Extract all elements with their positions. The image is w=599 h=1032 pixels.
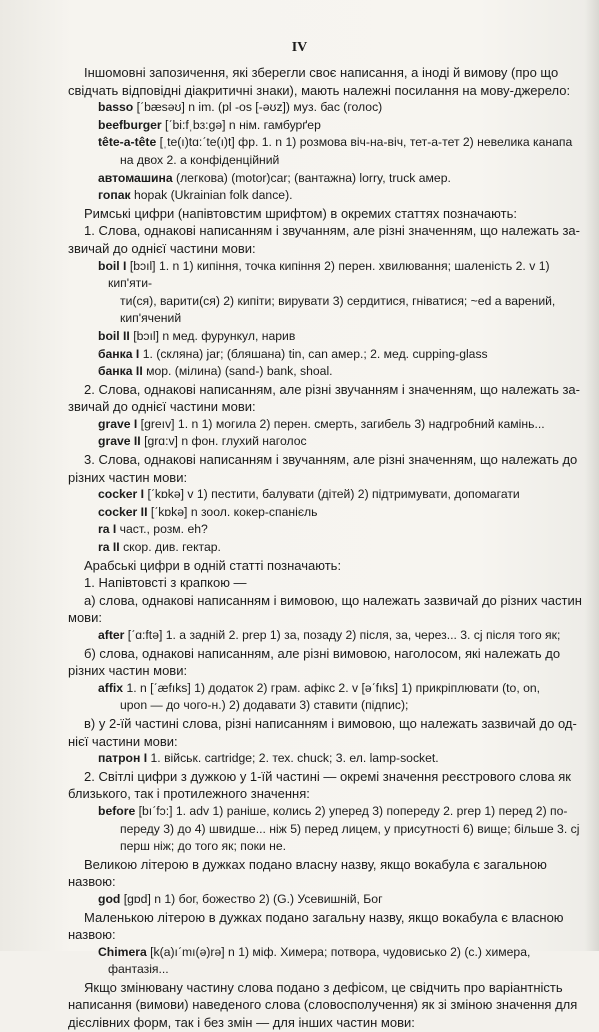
entry-headword: after xyxy=(98,628,125,642)
entry-headword: basso xyxy=(98,100,134,115)
entry-definition: [ˊbi:fˌbɜ:gə] n нім. гамбурґер xyxy=(161,117,321,132)
entry-headword: grave I xyxy=(98,416,138,431)
entry-headword: cocker II xyxy=(98,504,148,519)
dictionary-entry xyxy=(68,486,592,504)
dictionary-entry xyxy=(68,750,592,768)
entry-definition: upon — до чого-н.) 2) додавати 3) ставити (підпис); xyxy=(120,698,409,713)
entry-definition: ти(ся), варити(ся) 2) кипіти; вирувати 3) сердитися, гніватися; ~ed a варений, xyxy=(120,293,556,308)
dictionary-entry xyxy=(68,258,592,293)
entry-definition: [k(a)ıˊmı(ə)rə] n 1) міф. Химера; потвора, чудовисько 2) (c.) химера, фантазія... xyxy=(108,944,531,977)
entry-headword: гопак xyxy=(98,188,131,203)
entry-definition: [ˌte(ı)tɑ:ˊte(ı)t] фр. 1. n 1) розмова віч-на-віч, тет-а-тет 2) невелика канапа xyxy=(156,135,573,150)
dictionary-entry xyxy=(68,521,592,539)
dictionary-entry xyxy=(68,416,592,434)
page-edge-shadow xyxy=(585,0,599,951)
entry-definition: [bıˊfɔ:] 1. adv 1) раніше, колись 2) уперед 3) попереду 2. prep 1) перед 2) по- xyxy=(135,803,568,818)
dictionary-entry xyxy=(68,134,592,152)
text-line: а) слова, однакові написанням і вимовою, що належать зазвичай до різних частин мови: xyxy=(68,592,582,626)
text-line: Римські цифри (напівтовстим шрифтом) в окремих статтях позначають: xyxy=(84,205,517,221)
text-line: Великою літерою в дужках подано власну назву, якщо вокабула є загальною назвою: xyxy=(68,856,547,890)
entry-headword: god xyxy=(98,891,121,906)
entry-definition: [greıv] 1. n 1) могила 2) перен. смерть, загибель 3) надгробний камінь... xyxy=(137,416,545,431)
text-line: Іншомовні запозичення, які зберегли своє написання, а іноді й вимову (про що xyxy=(84,65,559,80)
text-line: в) у 2-їй частині слова, різні написанням і вимовою, що належать зазвичай до од- xyxy=(84,715,577,731)
entry-headword: патрон I xyxy=(98,751,148,766)
entry-definition: [ˊkɒkə] v 1) пестити, балувати (дітей) 2) підтримувати, допомагати xyxy=(144,487,520,502)
dictionary-entry xyxy=(68,680,592,698)
entry-headword: before xyxy=(98,803,136,818)
entry-headword: банка I xyxy=(98,346,140,361)
entry-headword: boil I xyxy=(98,258,127,273)
entry-definition: [gɒd] n 1) бог, божество 2) (G.) Усевишній, Бог xyxy=(120,891,383,906)
dictionary-entry xyxy=(68,821,592,839)
entry-definition: 1. військ. cartridge; 2. тех. chuck; 3. ел. lamp-socket. xyxy=(147,751,439,766)
text-line: близького, так і протилежного значення: xyxy=(68,786,310,802)
entry-headword: автомашина xyxy=(98,170,173,185)
entry-headword: beefburger xyxy=(98,117,162,132)
text-line: 2. Слова, однакові написанням, але різні звучанням і значенням, що належать за- xyxy=(84,381,580,397)
entry-definition: част., розм. eh? xyxy=(116,522,208,537)
entry-headword: boil II xyxy=(98,328,130,343)
entry-definition: кип'ячений xyxy=(120,311,182,326)
entry-headword: grave II xyxy=(98,434,141,449)
dictionary-entry xyxy=(68,803,592,821)
entry-headword: cocker I xyxy=(98,487,145,502)
entry-definition: перш ніж; до того як; поки не. xyxy=(120,839,287,854)
text-line: різних частин мови: xyxy=(68,469,188,485)
entry-headword: ra I xyxy=(98,522,117,537)
text-line: 1. Слова, однакові написанням і звучанням, але різні значенням, що належать за- xyxy=(84,223,580,239)
dictionary-entry xyxy=(68,170,592,188)
text-line: Маленькою літерою в дужках подано загальну назву, якщо вокабула є власною xyxy=(84,909,564,925)
dictionary-entry xyxy=(68,627,592,645)
entry-definition: [bɔıl] 1. n 1) кипіння, точка кипіння 2) перен. хвилювання; шаленість 2. v 1) кип'яти- xyxy=(108,258,550,291)
dictionary-entry xyxy=(68,293,592,311)
entry-headword: банка II xyxy=(98,364,143,379)
text-line: 3. Слова, однакові написанням і звучанням, але різні значенням, що належать до xyxy=(84,452,578,468)
text-line: 2. Світлі цифри з дужкою у 1-їй частині — окремі значення реєстрового слова як xyxy=(84,768,571,784)
dictionary-entry xyxy=(68,117,592,135)
entry-headword: affix xyxy=(98,680,124,695)
dictionary-entry xyxy=(68,310,592,328)
text-line: нієї частини мови: xyxy=(68,733,178,749)
text-line: Арабські цифри в одній статті позначають: xyxy=(84,557,342,573)
entry-definition: на двох 2. a конфіденційний xyxy=(120,152,280,167)
entry-definition: мор. (мілина) (sand-) bank, shoal. xyxy=(142,364,333,379)
text-line: Якщо змінювану частину слова подано з дефісом, це свідчить про варіантність xyxy=(84,979,563,995)
text-line: звичай до однієї частини мови: xyxy=(68,240,256,256)
entry-definition: [ˊbæsəʊ] n im. (pl -os [-əʊz]) муз. бас (голос) xyxy=(133,100,383,115)
dictionary-entry xyxy=(68,838,592,856)
dictionary-entry xyxy=(68,504,592,522)
dictionary-entry xyxy=(68,433,592,451)
dictionary-entry xyxy=(68,328,592,346)
entry-headword: Chimera xyxy=(98,944,147,959)
entry-definition: hopak (Ukrainian folk dance). xyxy=(130,188,293,203)
dictionary-entry xyxy=(68,697,592,715)
page-body xyxy=(68,64,592,1032)
text-line: дієслівних форм, так і без змін — для інших частин мови: xyxy=(68,1015,415,1031)
dictionary-entry xyxy=(68,891,592,909)
text-line: різних частин мови: xyxy=(68,663,188,679)
dictionary-entry xyxy=(68,99,592,117)
entry-definition: скор. див. гектар. xyxy=(119,540,221,555)
entry-definition: [ˊɑ:ftə] 1. a задній 2. prep 1) за, позаду 2) після, за, через... 3. cj після того як; xyxy=(124,628,561,642)
text-line: 1. Напівтовсті з крапкою — xyxy=(84,575,247,591)
dictionary-entry xyxy=(68,187,592,205)
dictionary-entry xyxy=(68,363,592,381)
entry-definition: 1. n [ˊæfıks] 1) додаток 2) грам. афікс 2. v [əˊfıks] 1) прикріплювати (to, on, xyxy=(123,680,541,695)
dictionary-entry xyxy=(68,152,592,170)
text-line: звичай до однієї частини мови: xyxy=(68,399,256,415)
text-line: свідчать відповідні діакритичні знаки), мають належні посилання на мову-джерело: xyxy=(68,82,571,98)
text-line: назвою: xyxy=(68,927,116,943)
entry-definition: (легкова) (motor)car; (вантажна) lorry, truck амер. xyxy=(172,170,451,185)
entry-headword: ra II xyxy=(98,540,120,555)
entry-definition: 1. (скляна) jar; (бляшана) tin, can амер.; 2. мед. cupping-glass xyxy=(139,346,488,361)
entry-definition: [bɔıl] n мед. фурункул, нарив xyxy=(129,328,296,343)
entry-definition: переду 3) до 4) швидше... ніж 5) перед лицем, у присутності 6) вище; більше 3. cj xyxy=(120,821,580,836)
dictionary-entry xyxy=(68,346,592,364)
entry-headword: tête-a-tête xyxy=(98,135,157,150)
dictionary-entry xyxy=(68,539,592,557)
entry-definition: [ˊkɒkə] n зоол. кокер-спанієль xyxy=(147,504,318,519)
text-line: написання (вимови) наведеного слова (словосполучення) як зі зміною значення для xyxy=(68,997,578,1013)
entry-definition: [grɑ:v] n фон. глухий наголос xyxy=(140,434,307,449)
dictionary-entry xyxy=(68,944,592,979)
text-line: б) слова, однакові написанням, але різні вимовою, наголосом, які належать до xyxy=(84,645,561,661)
page-number: IV xyxy=(291,40,308,55)
